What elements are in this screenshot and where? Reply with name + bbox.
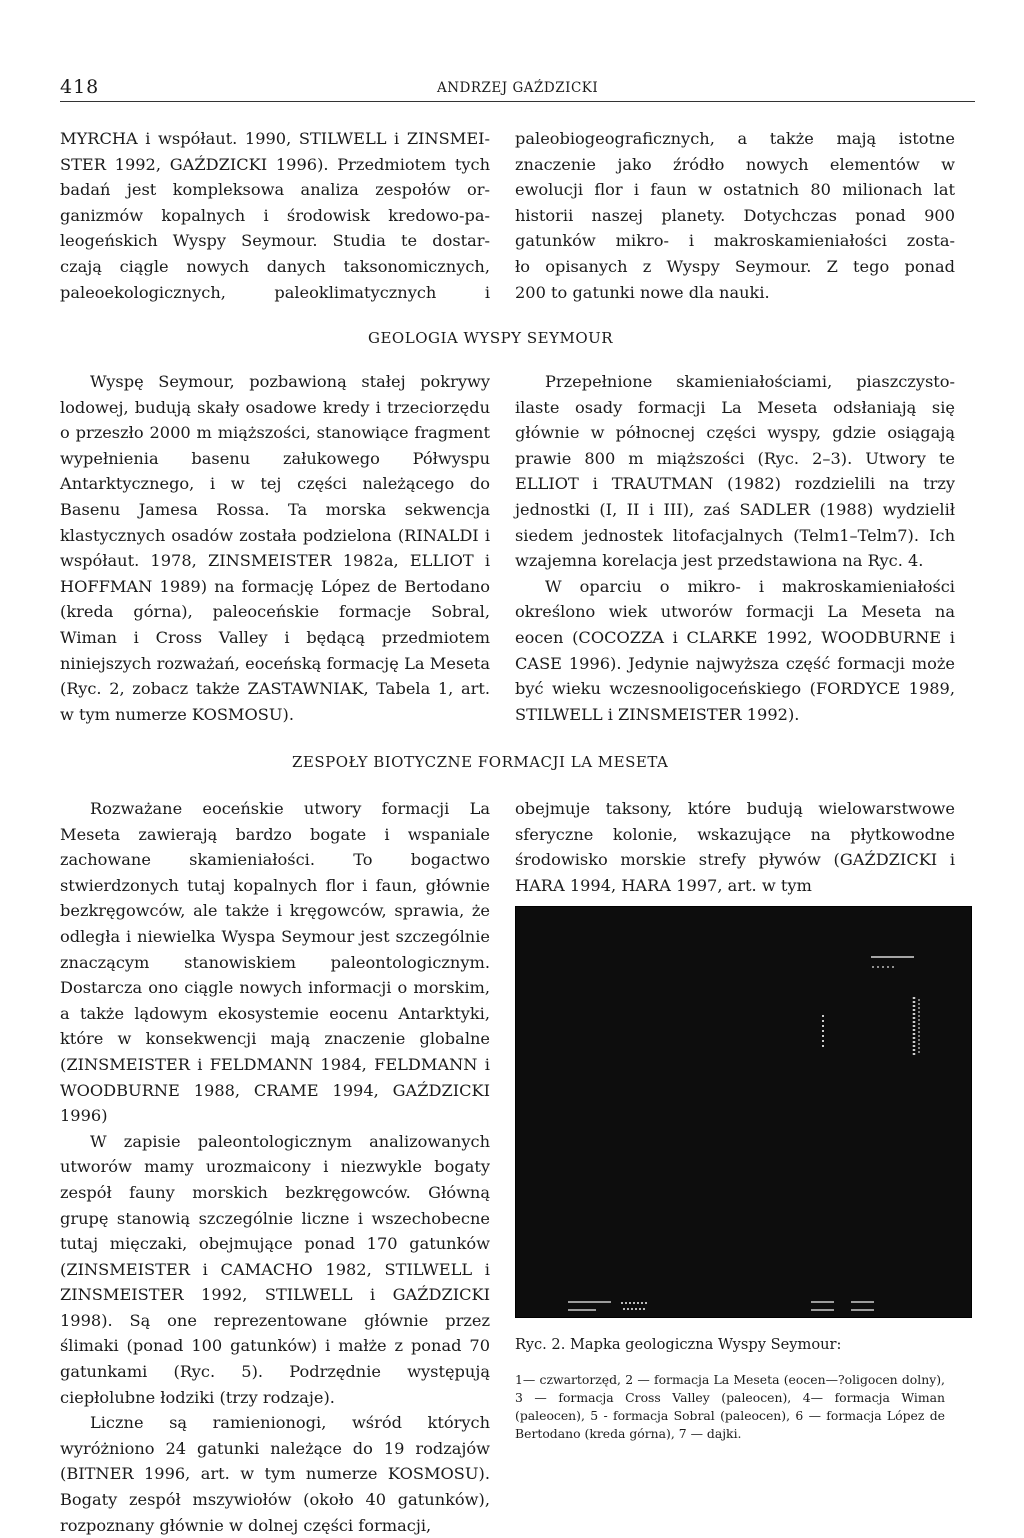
text-line: ewolucji flor i faun w ostatnich 80 milionach lat bbox=[515, 180, 955, 200]
section-heading-geology: GEOLOGIA WYSPY SEYMOUR bbox=[368, 329, 614, 347]
paragraph: Liczne są ramienionogi, wśród których wyróżniono 24 gatunki należące do 19 rodzajów (BITNER 1996, art. w tym numerze KOSMOSU). Bogaty zespół mszywiołów (około 40 gatunków), rozpoznany głównie w dolnej części formacji, bbox=[60, 1413, 490, 1535]
paragraph: obejmuje taksony, które budują wielowarstwowe sferyczne kolonie, wskazujące na płytkowodne środowisko morskie strefy pływów (GAŹDZICKI i HARA 1994, HARA 1997, art. w tym bbox=[515, 799, 955, 895]
text-line: historii naszej planety. Dotychczas ponad 900 bbox=[515, 205, 955, 225]
geology-left-column bbox=[60, 369, 490, 727]
text-line: MYRCHA i współaut. 1990, STILWELL i ZINSMEI- bbox=[60, 129, 490, 148]
text-line: znaczenie jako źródło nowych elementów w bbox=[515, 154, 955, 174]
text-line: ło opisanych z Wyspy Seymour. Z tego ponad bbox=[515, 256, 955, 276]
text-line: gatunków mikro- i makroskamieniałości zosta- bbox=[515, 231, 955, 251]
text-line: leogeńskich Wyspy Seymour. Studia te dostar- bbox=[60, 231, 490, 251]
intro-left-column bbox=[60, 126, 490, 305]
page-number: 418 bbox=[60, 76, 100, 98]
paragraph: Rozważane eoceńskie utwory formacji La Meseta zawierają bardzo bogate i wspaniale zachowane skamieniałości. To bogactwo stwierdzonych tutaj kopalnych flor i faun, głównie bezkręgowców, ale także i kręgowców, sprawia, że odległa i niewielka Wyspa Seymour jest szczególnie znaczącym stanowiskiem paleontologicznym. Dostarcza ono ciągle nowych informacji o morskim, a także lądowym ekosystemie eocenu Antarktyki, które w konsekwencji mają znaczenie globalne (ZINSMEISTER i FELDMANN 1984, FELDMANN i WOODBURNE 1988, CRAME 1994, GAŹDZICKI 1996) bbox=[60, 799, 490, 1126]
paragraph: Przepełnione skamieniałościami, piaszczysto-ilaste osady formacji La Meseta odsłaniają się głównie w północnej części wyspy, gdzie osiągają prawie 800 m miąższości (Ryc. 2–3). Utwory te ELLIOT i TRAUTMAN (1982) rozdzielili na trzy jednostki (I, II i III), zaś SADLER (1988) wydzielił siedem jednostek litofacjalnych (Telm1–Telm7). Ich wzajemna korelacja jest przedstawiona na Ryc. 4. bbox=[515, 372, 955, 571]
text-line: paleobiogeograficznych, a także mają istotne bbox=[515, 129, 955, 148]
section-heading-biota: ZESPOŁY BIOTYCZNE FORMACJI LA MESETA bbox=[292, 753, 669, 771]
biota-left-column bbox=[60, 796, 490, 1538]
geology-right-column bbox=[515, 369, 955, 727]
running-author: ANDRZEJ GAŹDZICKI bbox=[437, 80, 599, 96]
header-rule bbox=[60, 101, 975, 102]
figure-caption: Ryc. 2. Mapka geologiczna Wyspy Seymour: bbox=[515, 1336, 842, 1353]
text-line: badań jest kompleksowa analiza zespołów or- bbox=[60, 180, 490, 200]
text-line: ganizmów kopalnych i środowisk kredowo-pa- bbox=[60, 205, 490, 225]
text-line: paleoekologicznych, paleoklimatycznych i bbox=[60, 282, 490, 302]
paragraph: W oparciu o mikro- i makroskamieniałości określono wiek utworów formacji La Meseta na eocen (COCOZZA i CLARKE 1992, WOODBURNE i CASE 1996). Jedynie najwyższa część formacji może być wieku wczesnooligoceńskiego (FORDYCE 1989, STILWELL i ZINSMEISTER 1992). bbox=[515, 576, 955, 724]
biota-right-column bbox=[515, 796, 955, 898]
intro-right-column bbox=[515, 126, 955, 305]
figure-legend: 1— czwartorzęd, 2 — formacja La Meseta (eocen—?oligocen dolny), 3 — formacja Cross Valley (paleocen), 4— formacja Wiman (paleocen), 5 - formacja Sobral (paleocen), 6 — formacja López de Bertodano (kreda górna), 7 — dajki. bbox=[515, 1372, 945, 1441]
paragraph: W zapisie paleontologicznym analizowanych utworów mamy urozmaicony i niezwykle bogaty zespół fauny morskich bezkręgowców. Główną grupę stanowią szczególnie liczne i wszechobecne tutaj mięczaki, obejmujące ponad 170 gatunków (ZINSMEISTER i CAMACHO 1982, STILWELL i ZINSMEISTER 1992, STILWELL i GAŹDZICKI 1998). Są one reprezentowane głównie przez ślimaki (ponad 100 gatunków) i małże z ponad 70 gatunkami (Ryc. 5). Podrzędnie występują ciepłolubne łodziki (trzy rodzaje). bbox=[60, 1131, 490, 1407]
text-line: czają ciągle nowych danych taksonomicznych, bbox=[60, 256, 490, 276]
map-graphic bbox=[516, 907, 971, 1317]
paragraph: Wyspę Seymour, pozbawioną stałej pokrywy lodowej, budują skały osadowe kredy i trzeciorzędu o przeszło 2000 m miąższości, stanowiące fragment wypełnienia basenu załukowego Półwyspu Antarktycznego, i w tej części należącego do Basenu Jamesa Rossa. Ta morska sekwencja klastycznych osadów została podzielona (RINALDI i współaut. 1978, ZINSMEISTER 1982a, ELLIOT i HOFFMAN 1989) na formację López de Bertodano (kreda górna), paleoceńskie formacje Sobral, Wiman i Cross Valley i będącą przedmiotem niniejszych rozważań, eoceńską formację La Meseta (Ryc. 2, zobacz także ZASTAWNIAK, Tabela 1, art. w tym numerze KOSMOSU). bbox=[60, 372, 490, 724]
text-line: 200 to gatunki nowe dla nauki. bbox=[515, 282, 770, 302]
geological-map-figure bbox=[515, 906, 972, 1318]
text-line: STER 1992, GAŹDZICKI 1996). Przedmiotem tych bbox=[60, 154, 490, 174]
